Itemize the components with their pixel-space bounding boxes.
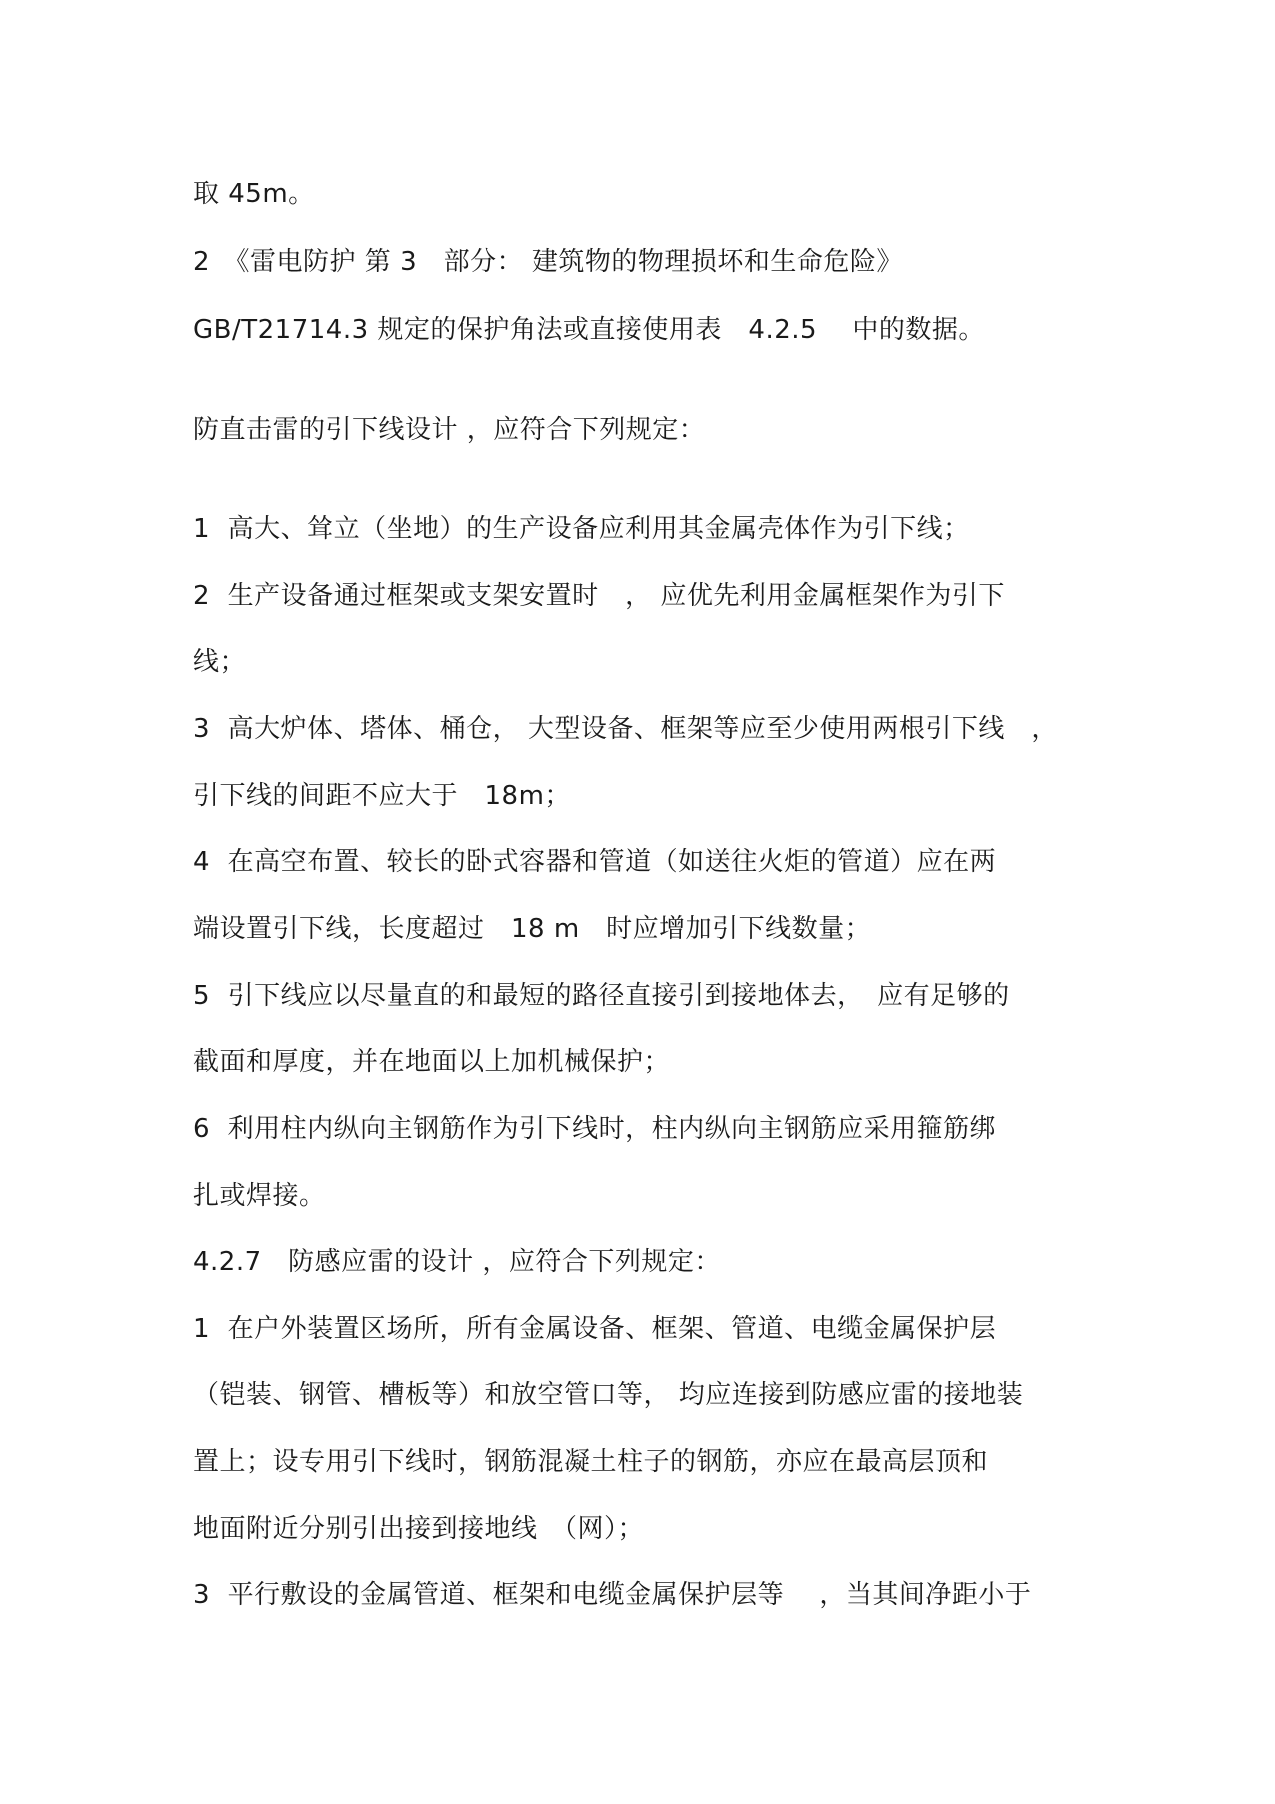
text-line: 引下线的间距不应大于 18m； <box>193 781 571 811</box>
text-line: 1 高大、耸立（坐地）的生产设备应利用其金属壳体作为引下线； <box>193 514 970 544</box>
text-line: 2 生产设备通过框架或支架安置时 ， 应优先利用金属框架作为引下 <box>193 581 1005 611</box>
text-line: 4.2.7 防感应雷的设计 ，应符合下列规定： <box>193 1247 721 1277</box>
text-line: 1 在户外装置区场所，所有金属设备、框架、管道、电缆金属保护层 <box>193 1314 997 1344</box>
text-line: 截面和厚度，并在地面以上加机械保护； <box>193 1047 671 1077</box>
text-line: 3 平行敷设的金属管道、框架和电缆金属保护层等 ，当其间净距小于 <box>193 1580 1032 1610</box>
text-line: 5 引下线应以尽量直的和最短的路径直接引到接地体去， 应有足够的 <box>193 981 1010 1011</box>
text-line: 取 45m。 <box>193 179 315 209</box>
text-line: 2 《雷电防护 第 3 部分： 建筑物的物理损坏和生命危险》 <box>193 247 903 277</box>
text-line: （铠装、钢管、槽板等）和放空管口等， 均应连接到防感应雷的接地装 <box>193 1380 1024 1410</box>
text-line: 线； <box>193 647 247 677</box>
text-line: 防直击雷的引下线设计 ，应符合下列规定： <box>193 415 706 445</box>
text-line: 3 高大炉体、塔体、桶仓， 大型设备、框架等应至少使用两根引下线 ， <box>193 714 1058 744</box>
text-line: 地面附近分别引出接到接地线 （网）； <box>193 1514 645 1544</box>
text-line: 扎或焊接。 <box>193 1181 326 1211</box>
text-line: 置上；设专用引下线时，钢筋混凝土柱子的钢筋，亦应在最高层顶和 <box>193 1447 989 1477</box>
text-line: 4 在高空布置、较长的卧式容器和管道（如送往火炬的管道）应在两 <box>193 847 997 877</box>
text-line: GB/T21714.3 规定的保护角法或直接使用表 4.2.5 中的数据。 <box>193 315 985 345</box>
text-line: 端设置引下线，长度超过 18 m 时应增加引下线数量； <box>193 914 872 944</box>
text-line: 6 利用柱内纵向主钢筋作为引下线时，柱内纵向主钢筋应采用箍筋绑 <box>193 1114 997 1144</box>
